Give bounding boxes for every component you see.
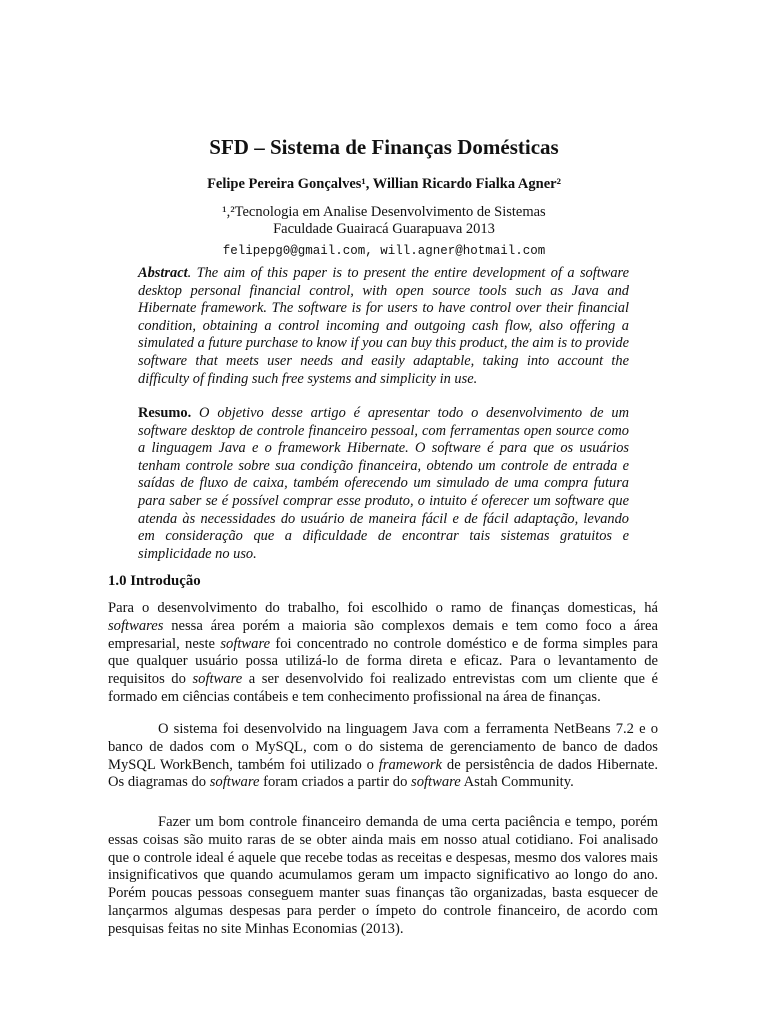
intro-paragraph-3: Fazer um bom controle financeiro demanda de uma certa paciência e tempo, porém essas coisas são muito raras de se obter ainda mais em nosso atual cotidiano. Foi analisado que o controle ideal é aquele que recebe todas as receitas e despesas, mesmo dos valores mais insignificativos que quando acumulamos geram um impacto significativo ao longo do ano. Porém poucas pessoas conseguem manter suas finanças tão organizadas, basta esquecer de lançarmos algumas despesas para perder o ímpeto do controle financeiro, de acordo com pesquisas feitas no site Minhas Economias (2013). — [108, 814, 658, 937]
p1-italic-software-1: software — [220, 635, 271, 652]
p1-text-a: Para o desenvolvimento do trabalho, foi escolhido o ramo de finanças domesticas, há — [108, 600, 658, 616]
resumo-paragraph — [138, 405, 629, 563]
abstract-text: . The aim of this paper is to present the entire development of a software desktop personal financial control, with open source tools such as Java and Hibernate framework. The software is for users to have control over their financial condition, obtaining a control incoming and outgoing cash flow, also offering a simulated a future purchase to know if you can buy this product, the aim is to provide software that meets user needs and easily adaptable, taking into account the difficulty of finding such free systems and simplicity in use. — [138, 265, 629, 387]
author-emails: felipepg0@gmail.com, will.agner@hotmail.com — [222, 244, 546, 258]
p2-text-e: foram criados a partir do — [259, 774, 412, 791]
p1-italic-software-2: software — [192, 671, 243, 688]
p1-italic-softwares: softwares — [108, 617, 164, 634]
p2-italic-framework: framework — [378, 756, 443, 773]
abstract-label: Abstract — [138, 265, 188, 281]
p2-text-c: de persistência de dados Hibernate. Os diagramas do — [108, 756, 658, 791]
paper-authors: Felipe Pereira Gonçalves¹, Willian Ricardo Fialka Agner² — [207, 176, 561, 192]
affiliation-institution: Faculdade Guairacá Guarapuava 2013 — [273, 221, 495, 237]
p2-text-a: O sistema foi desenvolvido na linguagem Java com a ferramenta NetBeans 7.2 e o banco de dados com o MySQL, com o do sistema de gerenciamento de banco de dados MySQL WorkBench, também foi utilizado o — [108, 721, 658, 773]
p2-italic-software-1: software — [209, 774, 260, 791]
p2-text-g: Astah Community. — [460, 774, 574, 791]
p2-italic-software-2: software — [411, 774, 461, 791]
resumo-label: Resumo. — [138, 405, 192, 421]
abstract-paragraph — [138, 265, 629, 388]
intro-paragraph-2 — [108, 721, 658, 792]
p1-text-c: nessa área porém a maioria são complexos demais e tem como foco a área empresarial, neste — [108, 617, 658, 652]
intro-paragraph-1 — [108, 600, 658, 707]
affiliation-program: ¹,²Tecnologia em Analise Desenvolvimento de Sistemas — [222, 204, 546, 220]
paper-title: SFD – Sistema de Finanças Domésticas — [209, 135, 559, 159]
p1-text-e: foi concentrado no controle doméstico e de forma simples para que qualquer usuário possa utilizá-lo de forma direta e eficaz. Para o levantamento de requisitos do — [108, 635, 658, 688]
paper-affiliation — [0, 204, 768, 238]
resumo-text: O objetivo desse artigo é apresentar todo o desenvolvimento de um software desktop de controle financeiro pessoal, com ferramentas open source como a linguagem Java e o framework Hibernate. O software é para que os usuários tenham controle sobre sua condição financeira, obtendo um controle de entrada e saídas de fluxo de caixa, também oferecendo um simulado de uma compra futura para saber se é possível comprar esse produto, o intuito é oferecer um software que atenda às necessidades do usuário de maneira fácil e de fácil adaptação, levando em consideração que a dificuldade de encontrar tais sistemas gratuitos e simplicidade no uso. — [138, 405, 629, 562]
p1-text-g: a ser desenvolvido foi realizado entrevistas com um cliente que é formado em ciências contábeis e tem conhecimento profissional na área de finanças. — [108, 671, 658, 705]
section-heading-introducao: 1.0 Introdução — [108, 573, 201, 589]
